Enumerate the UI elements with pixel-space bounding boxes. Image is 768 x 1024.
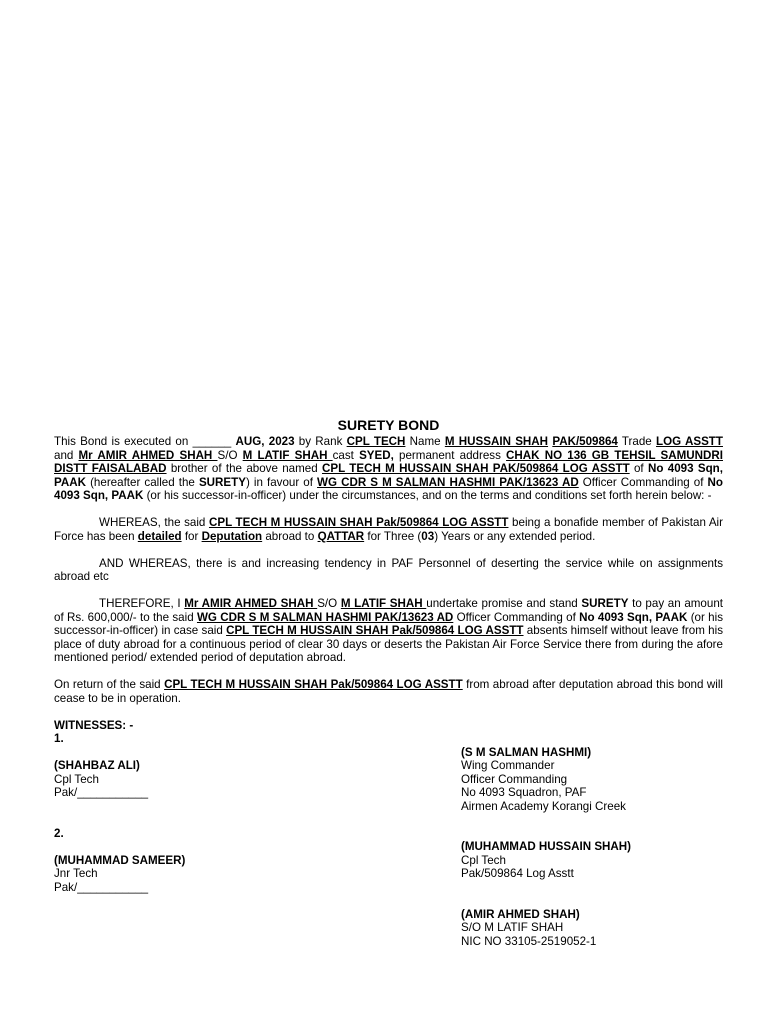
principal-full-designation: CPL TECH M HUSSAIN SHAH Pak/509864 LOG ASSTT — [164, 678, 463, 691]
text-run: Officer Commanding of — [453, 610, 580, 624]
duration-years: 03 — [421, 529, 435, 543]
surety-term: SURETY — [581, 597, 629, 610]
signatory-2-rank: Cpl Tech — [461, 853, 506, 867]
signatory-1-name: (S M SALMAN HASHMI) — [461, 745, 592, 759]
officer-commanding: WG CDR S M SALMAN HASHMI PAK/13623 AD — [196, 610, 454, 624]
text-run: On return of the said — [54, 678, 165, 691]
signatory-3-parentage: S/O M LATIF SHAH — [461, 921, 564, 934]
text-run: to pay an amount of Rs. 600,000/- to the said — [54, 597, 724, 624]
surety-father-name: M LATIF SHAH — [242, 448, 333, 462]
paragraph-therefore — [54, 597, 723, 665]
text-run: of — [629, 462, 648, 475]
bond-date: AUG, 2023 — [235, 435, 295, 448]
signatory-officer-commanding — [461, 732, 723, 813]
surety-name: Mr AMIR AHMED SHAH — [78, 448, 218, 462]
document-title: SURETY BOND — [337, 417, 440, 433]
text-run: (or his successor-in-officer) in case said — [54, 610, 723, 637]
signatory-3-nic: NIC NO 33105-2519052-1 — [461, 934, 597, 948]
signature-block-1 — [54, 732, 723, 813]
unit-name: No 4093 Sqn, PAAK — [54, 462, 723, 489]
witness-1-pak: Pak/___________ — [54, 786, 149, 799]
text-run: by Rank — [294, 435, 347, 448]
officer-commanding: WG CDR S M SALMAN HASHMI PAK/13623 AD — [317, 475, 579, 489]
text-run: brother of the above named — [166, 462, 322, 475]
text-run: undertake promise and stand — [426, 597, 582, 610]
witnesses-heading-text: WITNESSES: - — [54, 718, 134, 732]
principal-pak-number: PAK/509864 — [552, 435, 618, 448]
paragraph-whereas — [54, 516, 723, 543]
text-run: for Three ( — [364, 529, 422, 543]
text-run: abroad to — [262, 529, 318, 543]
detailed-term: detailed — [137, 529, 182, 543]
unit-name: No 4093 Sqn, PAAK — [579, 610, 688, 624]
paragraph-on-return — [54, 678, 723, 705]
cast: SYED, — [359, 448, 394, 462]
text-run: permanent address — [393, 448, 507, 462]
surety-father-name: M LATIF SHAH — [340, 597, 427, 610]
principal-full-designation: CPL TECH M HUSSAIN SHAH Pak/509864 LOG ASSTT — [226, 624, 524, 637]
text-run: (hereafter called the — [86, 475, 199, 489]
trade: LOG ASSTT — [656, 435, 723, 448]
signature-block-2 — [54, 827, 723, 949]
witness-2-number: 2. — [54, 826, 64, 840]
destination-country: QATTAR — [317, 529, 365, 543]
text-run: WHEREAS, the said — [99, 516, 209, 529]
surety-term: SURETY — [198, 475, 246, 489]
witness-1-rank: Cpl Tech — [54, 772, 99, 786]
witnesses-heading — [54, 719, 723, 733]
text-run: Officer Commanding of — [578, 475, 708, 489]
text-run: ) in favour of — [245, 475, 318, 489]
signatory-principal — [461, 827, 723, 949]
signatory-3-name: (AMIR AHMED SHAH) — [461, 907, 580, 921]
witness-2-rank: Jnr Tech — [54, 867, 98, 880]
signatory-1-rank: Wing Commander — [461, 759, 555, 772]
text-run: Trade — [617, 435, 657, 448]
surety-name: Mr AMIR AHMED SHAH — [184, 597, 318, 610]
text-run: S/O — [217, 448, 243, 462]
deputation-term: Deputation — [201, 529, 263, 543]
principal-name: M HUSSAIN SHAH — [444, 435, 549, 448]
text-run: ) Years or any extended period. — [434, 529, 596, 543]
principal-full-designation: CPL TECH M HUSSAIN SHAH Pak/509864 LOG ASSTT — [208, 516, 509, 529]
witness-2-pak: Pak/___________ — [54, 880, 149, 894]
witness-2 — [54, 827, 461, 949]
principal-full-designation: CPL TECH M HUSSAIN SHAH PAK/509864 LOG ASSTT — [322, 462, 630, 475]
signatory-1-unit: No 4093 Squadron, PAF — [461, 786, 587, 799]
permanent-address: CHAK NO 136 GB TEHSIL SAMUNDRI DISTT FAISALABAD — [54, 448, 723, 475]
signatory-2-pak: Pak/509864 Log Asstt — [461, 867, 574, 880]
text-run: cast — [332, 448, 360, 462]
witness-2-name: (MUHAMMAD SAMEER) — [54, 853, 186, 867]
text-run: for — [181, 529, 202, 543]
text-run: (or his successor-in-officer) under the circumstances, and on the terms and conditions set forth herein below: - — [143, 489, 712, 502]
witness-1-name: (SHAHBAZ ALI) — [54, 759, 140, 772]
surety-bond-document — [54, 417, 723, 948]
unit-name: No 4093 Sqn, PAAK — [54, 475, 724, 502]
paragraph-bond-execution — [54, 435, 723, 503]
text-run: and — [54, 448, 79, 462]
signatory-2-name: (MUHAMMAD HUSSAIN SHAH) — [461, 840, 632, 853]
witness-1 — [54, 732, 461, 813]
text-run: absents himself without leave from his place of duty abroad for a continuous period of clear 30 days or deserts the Pakistan Air Force Service there from during the afore mentioned period/ extended period of deputation abroad. — [54, 624, 723, 664]
text-run: Name — [405, 435, 445, 448]
text-run: from abroad after deputation abroad this bond will cease to be in operation. — [54, 678, 723, 705]
text-run: THEREFORE, I — [99, 597, 185, 610]
text-run: This Bond is executed on ______ — [54, 435, 236, 448]
rank: CPL TECH — [346, 435, 406, 448]
text-run: S/O — [317, 597, 341, 610]
text-run: being a bonafide member of Pakistan Air Force has been — [54, 516, 723, 543]
signatory-1-location: Airmen Academy Korangi Creek — [461, 799, 626, 813]
signatory-1-appointment: Officer Commanding — [461, 772, 568, 786]
witness-1-number: 1. — [54, 732, 64, 745]
paragraph-and-whereas: AND WHEREAS, there is and increasing tendency in PAF Personnel of deserting the service while on assignments abroad etc — [54, 556, 723, 583]
